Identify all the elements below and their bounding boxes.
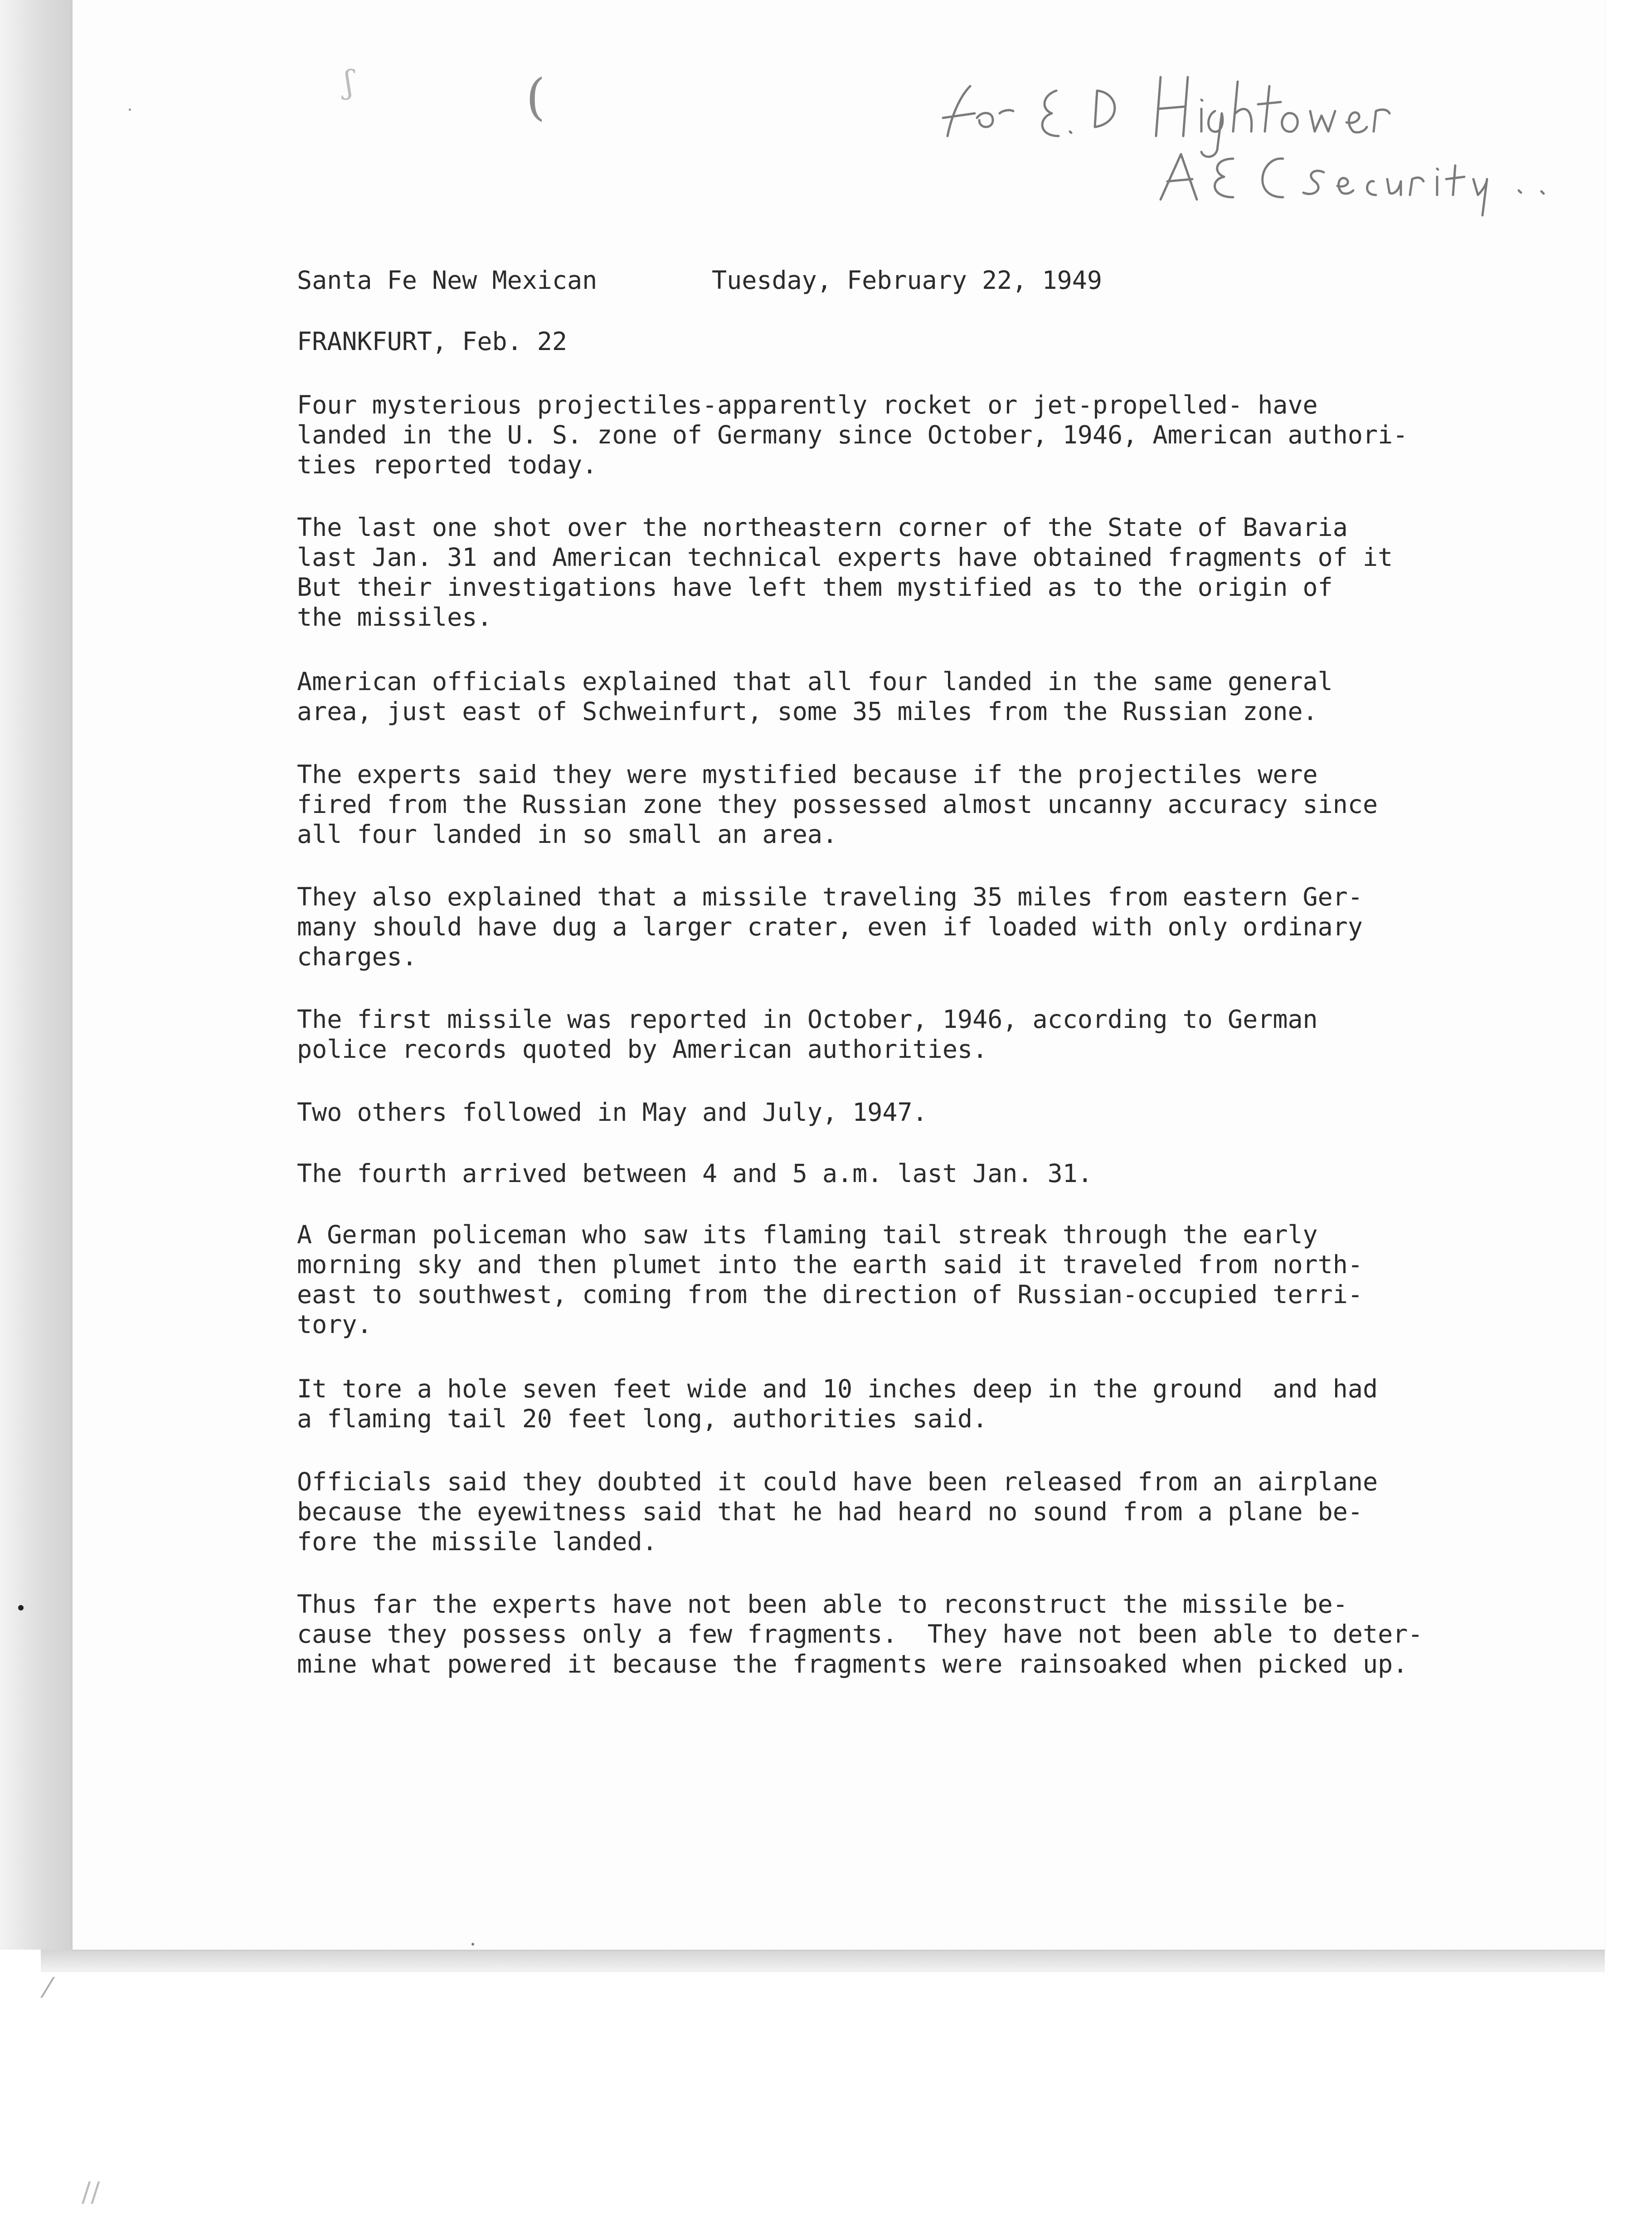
- paragraph-line: east to southwest, coming from the direction of Russian-occupied terri-: [297, 1280, 1363, 1309]
- paragraph-line: charges.: [297, 942, 417, 971]
- scan-speck: [18, 1605, 24, 1610]
- paragraph-line: cause they possess only a few fragments. They have not been able to deter-: [297, 1620, 1423, 1649]
- scan-shadow-left: [0, 0, 79, 1950]
- paragraph-line: Thus far the experts have not been able to reconstruct the missile be-: [297, 1590, 1348, 1619]
- paragraph-line: Two others followed in May and July, 1947.: [297, 1098, 928, 1127]
- stray-mark: //: [82, 2176, 100, 2208]
- paragraph-2: [297, 512, 1521, 632]
- paragraph-line: a flaming tail 20 feet long, authorities said.: [297, 1404, 988, 1433]
- stray-mark: ⁄: [45, 1972, 50, 2004]
- paragraph-line: They also explained that a missile traveling 35 miles from eastern Ger-: [297, 882, 1363, 911]
- paragraph-line: The experts said they were mystified because if the projectiles were: [297, 760, 1318, 789]
- paragraph-line: police records quoted by American authorities.: [297, 1035, 988, 1064]
- paragraph-10: [297, 1374, 1521, 1434]
- paragraph-line: The fourth arrived between 4 and 5 a.m. last Jan. 31.: [297, 1159, 1093, 1188]
- paragraph-line: last Jan. 31 and American technical experts have obtained fragments of it: [297, 543, 1393, 572]
- paragraph-line: landed in the U. S. zone of Germany since October, 1946, American authori-: [297, 420, 1408, 449]
- paragraph-7: [297, 1097, 1521, 1127]
- scan-speck: [471, 1943, 474, 1946]
- paragraph-8: [297, 1158, 1521, 1188]
- paragraph-3: [297, 667, 1521, 726]
- stray-mark: ·: [127, 100, 133, 121]
- paragraph-line: because the eyewitness said that he had heard no sound from a plane be-: [297, 1497, 1363, 1526]
- paragraph-line: morning sky and then plumet into the earth said it traveled from north-: [297, 1250, 1363, 1279]
- paragraph-line: It tore a hole seven feet wide and 10 inches deep in the ground and had: [297, 1374, 1378, 1403]
- paragraph-line: all four landed in so small an area.: [297, 820, 838, 849]
- paragraph-line: The first missile was reported in October, 1946, according to German: [297, 1005, 1318, 1034]
- stray-mark: ʃ: [345, 63, 354, 101]
- dateline: FRANKFURT, Feb. 22: [297, 327, 568, 356]
- paragraph-line: mine what powered it because the fragments were rainsoaked when picked up.: [297, 1649, 1408, 1678]
- stray-mark: (: [526, 68, 545, 126]
- paragraph-6: [297, 1004, 1521, 1064]
- paragraph-line: Four mysterious projectiles-apparently rocket or jet-propelled- have: [297, 390, 1318, 419]
- paragraph-1: [297, 390, 1521, 480]
- handwriting-strokes: [934, 68, 1569, 218]
- paragraph-line: tory.: [297, 1310, 372, 1339]
- paragraph-5: [297, 882, 1521, 972]
- paragraph-line: But their investigations have left them mystified as to the origin of: [297, 573, 1333, 602]
- paragraph-4: [297, 759, 1521, 849]
- paragraph-11: [297, 1467, 1521, 1557]
- paragraph-line: ties reported today.: [297, 450, 598, 479]
- paragraph-12: [297, 1589, 1521, 1679]
- paragraph-line: A German policeman who saw its flaming tail streak through the early: [297, 1220, 1318, 1249]
- paragraph-line: Officials said they doubted it could have been released from an airplane: [297, 1467, 1378, 1496]
- scan-shadow-bottom: [41, 1950, 1605, 1972]
- paragraph-line: American officials explained that all four landed in the same general: [297, 667, 1333, 696]
- handwritten-annotation: [934, 68, 1569, 218]
- paragraph-line: fore the missile landed.: [297, 1527, 657, 1556]
- publication-date: Tuesday, February 22, 1949: [712, 266, 1102, 295]
- paragraph-line: area, just east of Schweinfurt, some 35 miles from the Russian zone.: [297, 697, 1318, 726]
- paragraph-line: fired from the Russian zone they possessed almost uncanny accuracy since: [297, 790, 1378, 819]
- paragraph-line: The last one shot over the northeastern corner of the State of Bavaria: [297, 513, 1348, 542]
- paragraph-line: the missiles.: [297, 603, 492, 632]
- paragraph-9: [297, 1220, 1521, 1339]
- paragraph-line: many should have dug a larger crater, even if loaded with only ordinary: [297, 912, 1363, 941]
- publication-name: Santa Fe New Mexican: [297, 266, 598, 295]
